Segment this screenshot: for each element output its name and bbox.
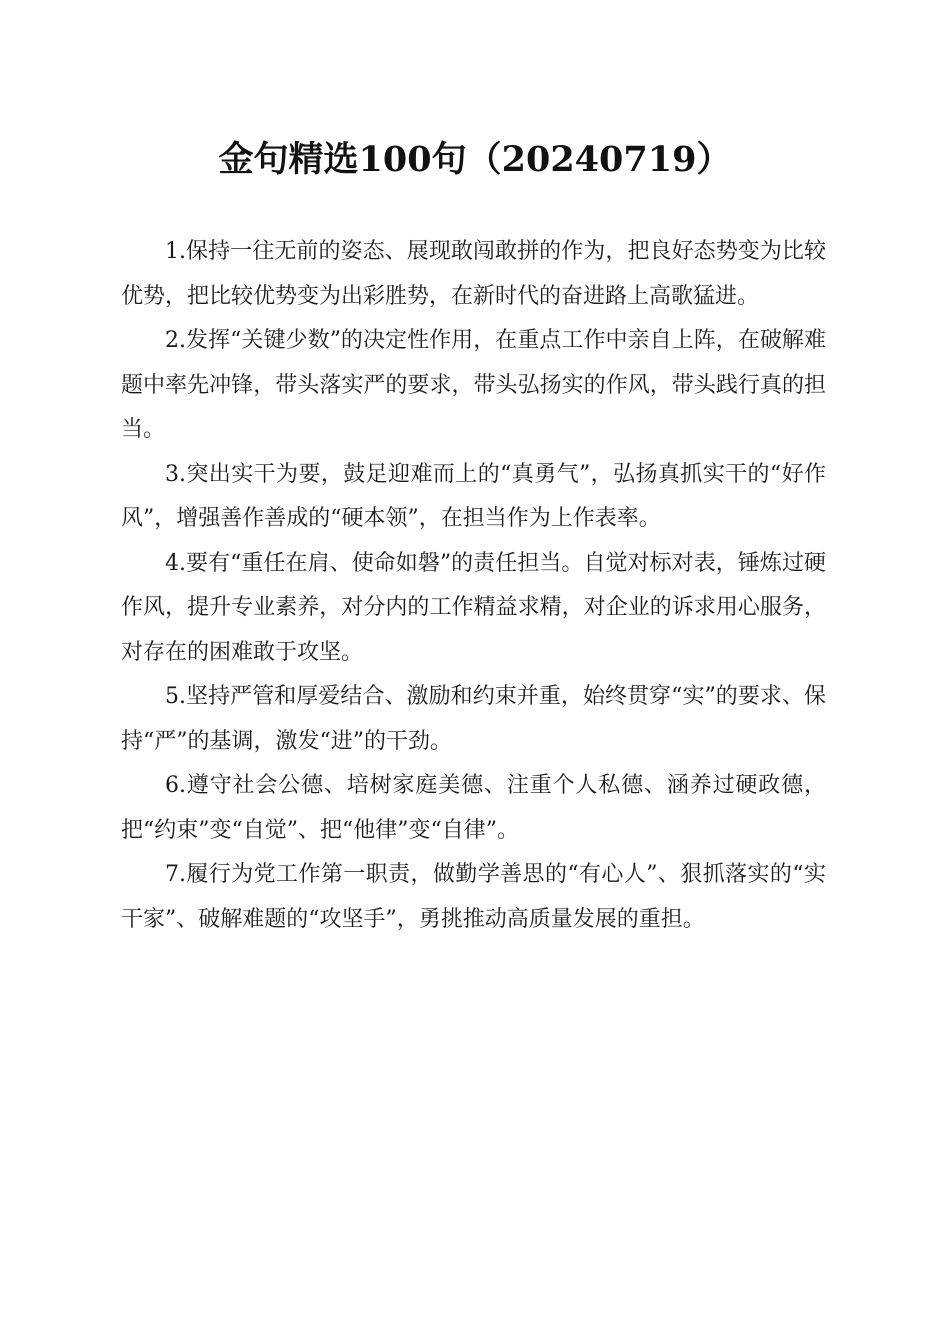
document-title: 金句精选100句（20240719） xyxy=(218,139,732,180)
paragraph-2: 2.发挥“关键少数”的决定性作用，在重点工作中亲自上阵，在破解难题中率先冲锋，带头落实严的要求，带头弘扬实的作风，带头践行真的担当。 xyxy=(121,328,826,442)
paragraph-7: 7.履行为党工作第一职责，做勤学善思的“有心人”、狠抓落实的“实干家”、破解难题的“攻坚手”，勇挑推动高质量发展的重担。 xyxy=(121,862,826,932)
paragraph-5: 5.坚持严管和厚爱结合、激励和约束并重，始终贯穿“实”的要求、保持“严”的基调，激发“进”的干劲。 xyxy=(121,684,826,754)
paragraph-3: 3.突出实干为要，鼓足迎难而上的“真勇气”，弘扬真抓实干的“好作风”，增强善作善成的“硬本领”，在担当作为上作表率。 xyxy=(121,461,826,531)
paragraph-1: 1.保持一往无前的姿态、展现敢闯敢拼的作为，把良好态势变为比较优势，把比较优势变为出彩胜势，在新时代的奋进路上高歌猛进。 xyxy=(121,239,826,309)
paragraph-6: 6.遵守社会公德、培树家庭美德、注重个人私德、涵养过硬政德，把“约束”变“自觉”、把“他律”变“自律”。 xyxy=(121,773,826,843)
document-body xyxy=(121,230,826,942)
paragraph-4: 4.要有“重任在肩、使命如磐”的责任担当。自觉对标对表，锤炼过硬作风，提升专业素养，对分内的工作精益求精，对企业的诉求用心服务，对存在的困难敢于攻坚。 xyxy=(121,550,826,665)
